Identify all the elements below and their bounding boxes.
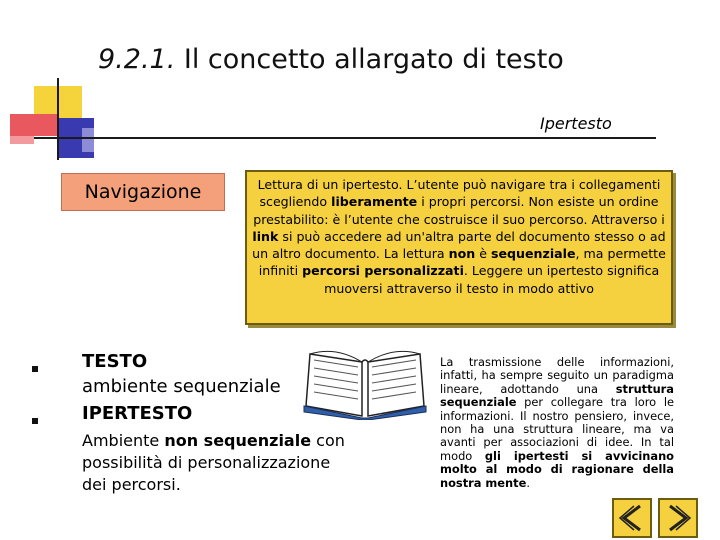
- amb-seg: con possibilità di personalizzazione dei percorsi.: [82, 431, 345, 494]
- forward-arrow-icon[interactable]: [658, 498, 698, 538]
- card-bold: percorsi personalizzati: [302, 263, 464, 279]
- book-icon: [300, 340, 430, 420]
- decor-red-strip: [10, 136, 34, 144]
- card-seg: si può accedere ad un'altra parte del documento stesso o ad un altro documento. La lettura: [252, 228, 666, 262]
- page-subtitle: Ipertesto: [540, 114, 612, 133]
- definition-text: [252, 176, 666, 297]
- card-bold: link: [252, 228, 279, 244]
- bullet-testo: TESTO: [82, 351, 148, 372]
- right-bold: gli ipertesti si avvicinano molto al modo di ragionare della nostra mente: [440, 448, 675, 490]
- bullet-testo-desc: ambiente sequenziale: [82, 376, 281, 397]
- right-seg: La trasmissione delle informazioni, infatti, ha sempre seguito un paradigma lineare, adottando una: [440, 355, 674, 396]
- right-bold: struttura sequenziale: [440, 381, 674, 410]
- decor-red-square: [10, 114, 58, 136]
- decor-blue-strip: [82, 128, 94, 152]
- card-bold: sequenziale: [491, 246, 576, 262]
- right-seg: per collegare tra loro le informazioni. Il nostro pensiero, invece, non ha una struttura lineare, ma va avanti per associazioni di idee. In tal modo: [440, 395, 674, 463]
- amb-seg: Ambiente: [82, 431, 165, 450]
- navigation-label-box: Navigazione: [61, 173, 225, 211]
- bullet-marker: [32, 366, 38, 372]
- bullet-ipertesto-desc: [82, 430, 352, 496]
- decor-horizontal-line: [34, 137, 656, 139]
- card-seg: è: [475, 246, 491, 262]
- card-seg: . L’utente può navigare tra i collegamenti scegliendo: [259, 177, 661, 210]
- amb-bold: non sequenziale: [164, 431, 312, 450]
- decor-vertical-line: [57, 78, 59, 160]
- card-seg: i propri percorsi. Non esiste un ordine prestabilito: è l’utente che costruisce il suo percorso. Attraverso i: [253, 194, 665, 227]
- title-number: 9.2.1.: [98, 44, 176, 75]
- card-seg: . Leggere un ipertesto significa muoversi attraverso il testo in modo attivo: [324, 263, 660, 296]
- card-seg: , ma permette infiniti: [258, 246, 666, 279]
- card-bold: liberamente: [331, 194, 418, 210]
- page-title: [98, 44, 564, 75]
- title-text: Il concetto allargato di testo: [175, 44, 564, 75]
- explanation-text: [440, 356, 674, 490]
- right-seg: .: [526, 475, 530, 490]
- card-bold: non: [448, 246, 476, 262]
- back-arrow-icon[interactable]: [612, 498, 652, 538]
- card-term: Lettura di un ipertesto: [257, 177, 399, 192]
- bullet-ipertesto: IPERTESTO: [82, 403, 193, 424]
- bullet-marker: [32, 418, 38, 424]
